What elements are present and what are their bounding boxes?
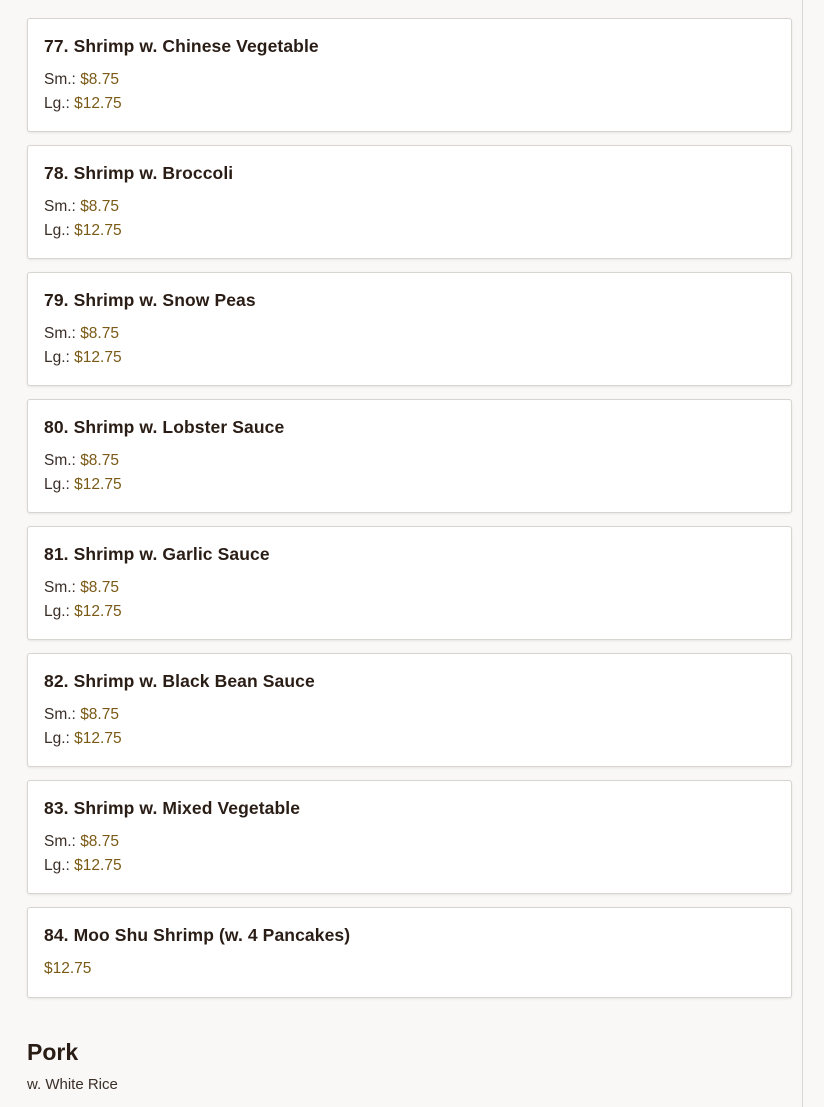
small-size-label: Sm.: bbox=[44, 325, 76, 342]
menu-item-name: 82. Shrimp w. Black Bean Sauce bbox=[44, 671, 315, 691]
large-price: $12.75 bbox=[74, 476, 122, 493]
menu-item-name: 84. Moo Shu Shrimp (w. 4 Pancakes) bbox=[44, 925, 351, 945]
small-price-row bbox=[44, 576, 775, 600]
small-price: $8.75 bbox=[80, 833, 119, 850]
large-price: $12.75 bbox=[74, 95, 122, 112]
menu-item-80[interactable] bbox=[27, 399, 792, 513]
single-price-row bbox=[44, 957, 775, 981]
menu-item-name: 80. Shrimp w. Lobster Sauce bbox=[44, 417, 285, 437]
section-subtitle: w. White Rice bbox=[27, 1076, 118, 1093]
large-size-label: Lg.: bbox=[44, 222, 70, 239]
small-price: $8.75 bbox=[80, 71, 119, 88]
large-price-row bbox=[44, 346, 775, 370]
small-price: $8.75 bbox=[80, 452, 119, 469]
small-size-label: Sm.: bbox=[44, 833, 76, 850]
large-size-label: Lg.: bbox=[44, 730, 70, 747]
menu-item-79[interactable] bbox=[27, 272, 792, 386]
small-size-label: Sm.: bbox=[44, 579, 76, 596]
small-price: $8.75 bbox=[80, 325, 119, 342]
menu-item-name: 77. Shrimp w. Chinese Vegetable bbox=[44, 36, 319, 56]
small-price-row bbox=[44, 195, 775, 219]
large-size-label: Lg.: bbox=[44, 857, 70, 874]
small-size-label: Sm.: bbox=[44, 706, 76, 723]
small-price-row bbox=[44, 703, 775, 727]
menu-section-pork bbox=[27, 1038, 792, 1095]
menu-item-name: 78. Shrimp w. Broccoli bbox=[44, 163, 234, 183]
large-price: $12.75 bbox=[74, 603, 122, 620]
small-price-row bbox=[44, 322, 775, 346]
menu-item-83[interactable] bbox=[27, 780, 792, 894]
large-price-row bbox=[44, 92, 775, 116]
large-price-row bbox=[44, 473, 775, 497]
page-right-divider bbox=[802, 0, 803, 1107]
menu-item-82[interactable] bbox=[27, 653, 792, 767]
large-size-label: Lg.: bbox=[44, 603, 70, 620]
menu-item-77[interactable] bbox=[27, 18, 792, 132]
large-price-row bbox=[44, 854, 775, 878]
menu-item-84[interactable] bbox=[27, 907, 792, 998]
menu-item-81[interactable] bbox=[27, 526, 792, 640]
large-price: $12.75 bbox=[74, 349, 122, 366]
small-price: $8.75 bbox=[80, 579, 119, 596]
small-size-label: Sm.: bbox=[44, 71, 76, 88]
large-price-row bbox=[44, 727, 775, 751]
menu-item-name: 83. Shrimp w. Mixed Vegetable bbox=[44, 798, 301, 818]
menu-item-list bbox=[27, 18, 792, 1011]
large-size-label: Lg.: bbox=[44, 349, 70, 366]
large-price: $12.75 bbox=[74, 222, 122, 239]
section-title: Pork bbox=[27, 1039, 79, 1065]
small-size-label: Sm.: bbox=[44, 452, 76, 469]
large-size-label: Lg.: bbox=[44, 95, 70, 112]
large-price: $12.75 bbox=[74, 857, 122, 874]
small-price-row bbox=[44, 830, 775, 854]
small-size-label: Sm.: bbox=[44, 198, 76, 215]
item-price: $12.75 bbox=[44, 960, 92, 977]
small-price: $8.75 bbox=[80, 706, 119, 723]
menu-item-78[interactable] bbox=[27, 145, 792, 259]
large-price-row bbox=[44, 219, 775, 243]
large-price-row bbox=[44, 600, 775, 624]
small-price-row bbox=[44, 68, 775, 92]
small-price: $8.75 bbox=[80, 198, 119, 215]
large-size-label: Lg.: bbox=[44, 476, 70, 493]
menu-item-name: 81. Shrimp w. Garlic Sauce bbox=[44, 544, 270, 564]
menu-item-name: 79. Shrimp w. Snow Peas bbox=[44, 290, 256, 310]
large-price: $12.75 bbox=[74, 730, 122, 747]
small-price-row bbox=[44, 449, 775, 473]
